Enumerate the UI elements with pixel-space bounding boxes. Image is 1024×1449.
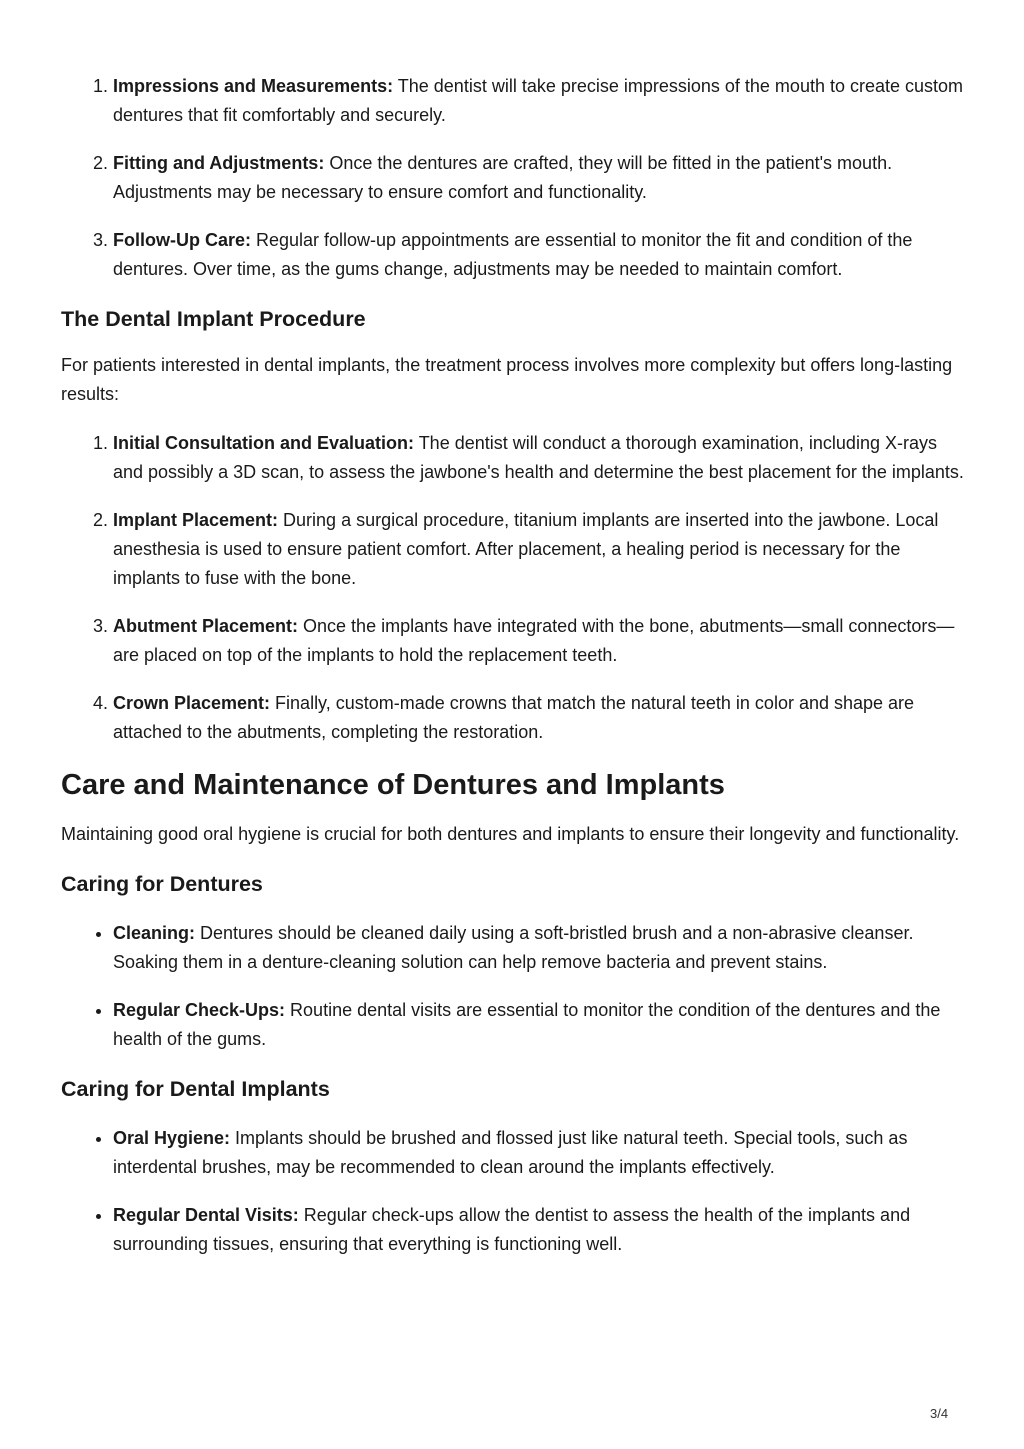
care-maintenance-heading: Care and Maintenance of Dentures and Implants xyxy=(61,769,725,801)
item-text: During a surgical procedure, titanium implants are inserted into the jawbone. Local anesthesia is used to ensure patient comfort. After placement, a healing period is necessary for the implants to fuse with the bone. xyxy=(113,510,939,588)
list-item xyxy=(113,429,966,487)
item-text: The dentist will take precise impressions of the mouth to create custom dentures that fit comfortably and securely. xyxy=(113,76,964,125)
item-text: Routine dental visits are essential to monitor the condition of the dentures and the health of the gums. xyxy=(113,1000,941,1049)
list-item xyxy=(113,996,966,1054)
item-title: Cleaning: xyxy=(113,923,196,943)
caring-dentures-heading: Caring for Dentures xyxy=(61,872,263,896)
document-page xyxy=(61,70,966,1278)
item-title: Regular Check-Ups: xyxy=(113,1000,286,1020)
item-title: Implant Placement: xyxy=(113,510,279,530)
implant-steps-list xyxy=(61,429,966,747)
list-item xyxy=(113,1124,966,1182)
item-text: Implants should be brushed and flossed just like natural teeth. Special tools, such as interdental brushes, may be recommended to clean around the implants effectively. xyxy=(113,1128,908,1177)
list-item xyxy=(113,72,966,130)
item-text: The dentist will conduct a thorough examination, including X-rays and possibly a 3D scan, to assess the jawbone's health and determine the best placement for the implants. xyxy=(113,433,964,482)
item-title: Fitting and Adjustments: xyxy=(113,153,325,173)
list-item xyxy=(113,919,966,977)
list-item xyxy=(113,612,966,670)
item-text: Regular check-ups allow the dentist to assess the health of the implants and surrounding tissues, ensuring that everything is functioning well. xyxy=(113,1205,911,1254)
item-title: Initial Consultation and Evaluation: xyxy=(113,433,415,453)
implant-procedure-heading: The Dental Implant Procedure xyxy=(61,307,366,331)
list-item xyxy=(113,1201,966,1259)
item-title: Oral Hygiene: xyxy=(113,1128,231,1148)
item-text: Once the dentures are crafted, they will be fitted in the patient's mouth. Adjustments may be necessary to ensure comfort and functionality. xyxy=(113,153,893,202)
item-title: Impressions and Measurements: xyxy=(113,76,394,96)
item-title: Follow-Up Care: xyxy=(113,230,251,250)
item-title: Abutment Placement: xyxy=(113,616,299,636)
caring-implants-heading: Caring for Dental Implants xyxy=(61,1077,330,1101)
list-item xyxy=(113,506,966,593)
item-text: Dentures should be cleaned daily using a soft-bristled brush and a non-abrasive cleanser. Soaking them in a denture-cleaning solution can help remove bacteria and prevent stains. xyxy=(113,923,914,972)
care-maintenance-intro: Maintaining good oral hygiene is crucial for both dentures and implants to ensure their longevity and functionality. xyxy=(61,824,960,844)
implant-procedure-intro: For patients interested in dental implants, the treatment process involves more complexity but offers long-lasting results: xyxy=(61,355,953,404)
item-title: Crown Placement: xyxy=(113,693,271,713)
caring-dentures-list xyxy=(61,919,966,1054)
list-item xyxy=(113,689,966,747)
list-item xyxy=(113,149,966,207)
caring-implants-list xyxy=(61,1124,966,1259)
denture-steps-list xyxy=(61,72,966,284)
item-title: Regular Dental Visits: xyxy=(113,1205,299,1225)
item-text: Once the implants have integrated with the bone, abutments—small connectors—are placed on top of the implants to hold the replacement teeth. xyxy=(113,616,955,665)
list-item xyxy=(113,226,966,284)
page-number: 3/4 xyxy=(930,1406,949,1421)
item-text: Finally, custom-made crowns that match the natural teeth in color and shape are attached to the abutments, completing the restoration. xyxy=(113,693,915,742)
item-text: Regular follow-up appointments are essential to monitor the fit and condition of the dentures. Over time, as the gums change, adjustments may be needed to maintain comfort. xyxy=(113,230,913,279)
